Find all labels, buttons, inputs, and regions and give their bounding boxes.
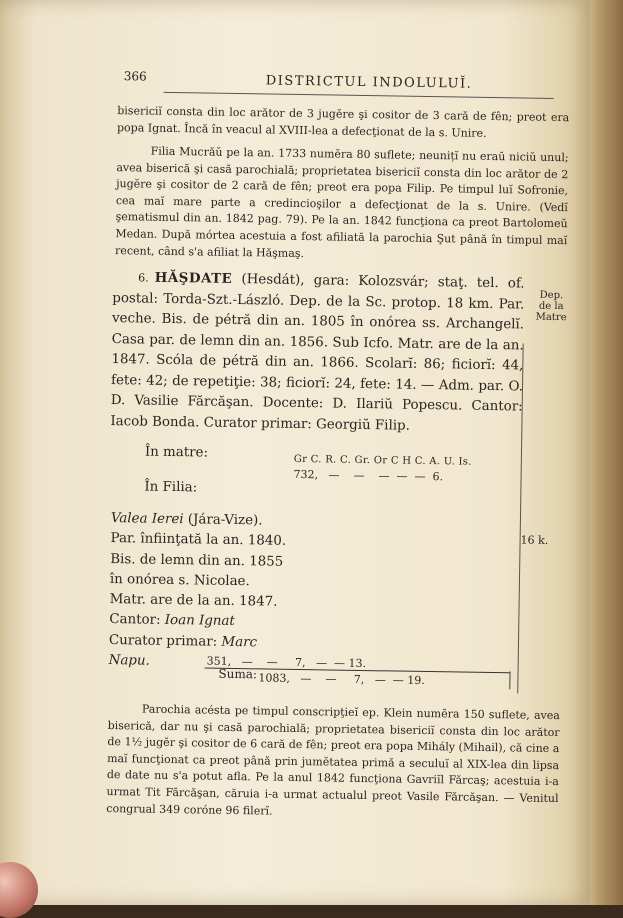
entry-number: 6. [138, 271, 149, 285]
running-title: DISTRICTUL INDOLULUĬ. [265, 73, 473, 92]
page-number: 366 [123, 69, 147, 84]
margin-note: Dep. de la Matre [535, 289, 567, 324]
filia-distance: 16 k. [520, 533, 549, 547]
paragraph-top: bisericiĭ consta din loc arător de 3 jugĕre şi cositor de 3 cară de fên; preot era popa Ignat. Încă în veacul al XVIII-lea a defecţionat de la s. Unire. [116, 104, 570, 140]
filia-curator: Marc Napu. [108, 634, 258, 669]
subtotal-row: 351, — — 7, — — 13. [206, 654, 367, 671]
paragraph-filia-mucrau [115, 143, 569, 266]
label-filia: În Filia: [144, 479, 198, 496]
filia-cantor: Ioan Ignat [164, 613, 235, 630]
running-head [124, 65, 564, 102]
head-rule [164, 92, 554, 99]
parish-entry [110, 267, 525, 438]
total-row: 1083, — — 7, — — 19. [258, 671, 425, 687]
entry-name: HĂŞDATE [154, 269, 233, 287]
filia-entry [108, 509, 291, 674]
paragraph-bottom [106, 701, 560, 824]
filia-name: Valea Ierei [110, 511, 184, 528]
label-matre: În matre: [144, 444, 209, 461]
entry-text: (Hesdát), gara: Kolozsvár; staţ. tel. of. postal: Torda-Szt.-László. Dep. de la Sc. protop. 18 km. Par. veche. Bis. de pétră din an. 1805 în onórea ss. Archangelĭ. Casa par. de lemn din an. 1856. Sub Icfo. Matr. are de la an. 1847. Scóla de pétră din an. 1866. Scolarĭ: 86; ficiorĭ: 44, fete: 42; de repetiţie: 38; ficiorĭ: 24, fete: 14. — Adm. par. O. D. Vasilie Fărcăşan. Docente: D. Ilariŭ Popescu. Cantor: Iacob Bonda. Curator primar: Georgiŭ Filip. [110, 272, 525, 434]
confession-header: Gr C. R. C. Gr. Or C H C. A. U. Is. [293, 453, 472, 468]
stats-row-matre: 732, — — — — — 6. [293, 467, 444, 484]
sum-label: Suma: [218, 666, 258, 682]
paragraph-bottom-text: Parochia acésta pe timpul conscripţieĭ ep. Klein numĕra 150 suflete, avea biserică, dar nu şi casă parochială; proprietatea bisericiĭ consta din loc arător de 1½ jugĕr şi cositor de 6 cară de fên; preot era popa Mihály (Mihail), că cine a maĭ funcţionat ca preot până prin jumĕtatea primă a seculuĭ al XIX-lea din lipsa de date nu s'a potut afla. Pe la anul 1842 funcţiona Gavriĭl Fărcaş; acestuia i-a urmat Tit Fărcăşan, căruia i-a urmat actualul preot Vasile Fărcăşan. — Venitul congrual 349 coróne 96 filerĭ. [106, 702, 560, 818]
filia-text: (Jára-Vize). Par. înfiinţată la an. 1840. Bis. de lemn din an. 1855 în onórea s. Nicolae. Matr. are de la an. 1847. Cantor: [109, 512, 287, 629]
filia-curator-label: Curator primar: [108, 632, 218, 650]
paragraph-filia-text: Filia Mucrăŭ pe la an. 1733 numĕra 80 suflete; neunițĭ nu eraŭ niciŭ unul; avea biserică şi casă parochială; proprietatea bisericiĭ consta din loc arător de 2 jugĕre şi cositor de 2 cară de fên; preot era popa Filip. Pe timpul luĭ Sofronie, cea maĭ mare parte a credincioşilor a defecţionat de la s. Unire. (Vedĭ şematismul din an. 1842 pag. 79). Pe la an. 1842 funcţiona ca preot Bartolomeŭ Medan. După mórtea acestuia a fost afiliată la parochia Şut până în timpul maĭ recent, când s'a afiliat la Hăşmaş. [115, 144, 569, 260]
